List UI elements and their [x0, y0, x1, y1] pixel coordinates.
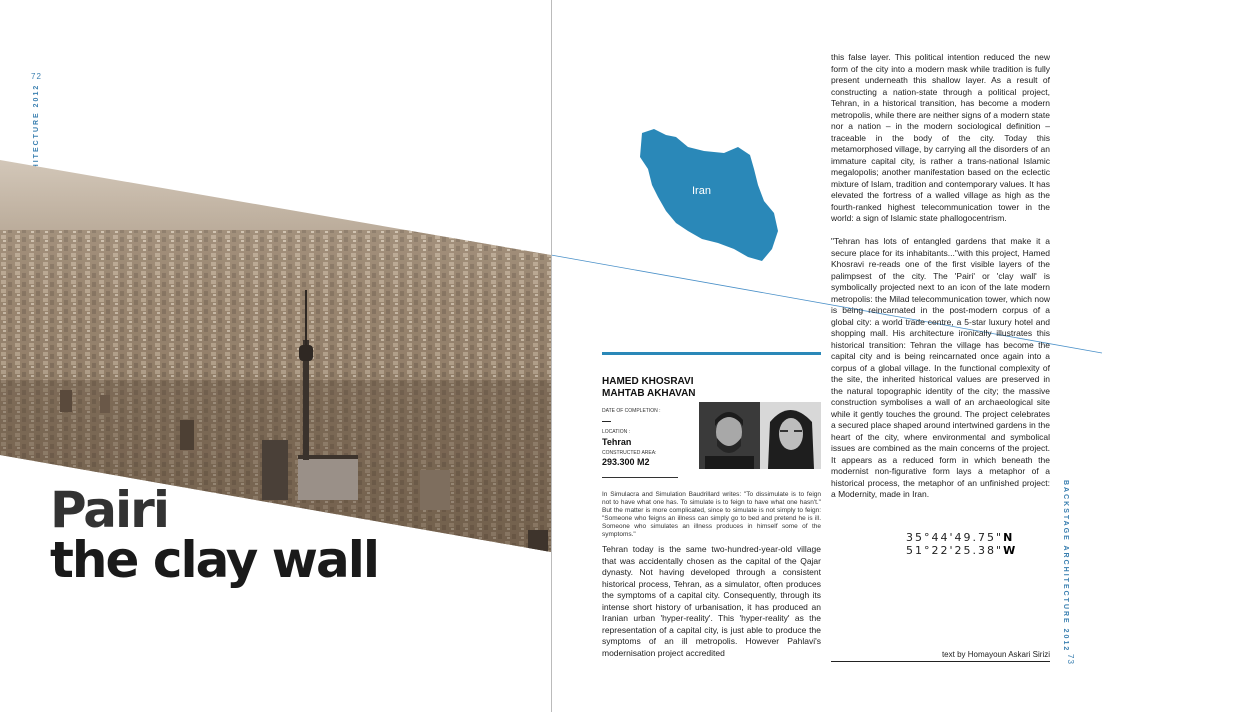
- info-divider: [602, 477, 678, 478]
- date-value: —: [602, 416, 611, 426]
- project-info-rule: [602, 352, 821, 355]
- body-paragraph-1: this false layer. This political intention reduced the new form of the city into a modern mask while tradition is fully present underneath this shallow layer. As a result of constructing a nation-state through a political project, Tehran, in a historical transition, has become a modern metropolis, while there are neither signs of a modern state nor a nation – in the modern sociological definition – traceable in the body of the city. Today this metamorphosed village, by carrying all the disorders of an immature capital city, is rather a trans-national Islamic megalopolis; another manifestation based on the eclectic mixture of Islam, tradition and contemporary values. It has elevated the fortress of a walled village as high as the fourth-ranked highest telecommunication tower in the world: a sign of Islamic state phallogocentrism.: [831, 52, 1050, 223]
- intro-paragraph: In Simulacra and Simulation Baudrillard writes: "To dissimulate is to feign not to have what one has. To simulate is to feign to have what one hasn't." But the matter is more complicated, since to simulate is not simply to feign: "Someone who feigns an illness can simply go to bed and pretend he is ill. Someone who simulates an illness produces in himself some of the symptoms.": [602, 491, 821, 538]
- latitude-direction: N: [1003, 531, 1015, 544]
- page-number-left: 72: [31, 72, 42, 81]
- body-text-right-column: [831, 52, 1050, 512]
- portrait-architect-2: [760, 402, 821, 469]
- architect-name-2: MAHTAB AKHAVAN: [602, 388, 696, 399]
- credit-rule: [831, 661, 1050, 662]
- date-label: DATE OF COMPLETION :: [602, 408, 661, 414]
- architect-name-1: HAMED KHOSRAVI: [602, 376, 694, 387]
- area-label: CONSTRUCTED AREA:: [602, 450, 657, 456]
- portrait-architect-1: [699, 402, 760, 469]
- coordinates: [906, 531, 1017, 557]
- location-label: LOCATION :: [602, 429, 630, 435]
- author-credit: text by Homayoun Askari Sirizi: [941, 650, 1050, 659]
- page-fold: [551, 0, 552, 712]
- page-number-right: 73: [1065, 654, 1075, 665]
- iran-map: [636, 125, 786, 270]
- longitude: 51°22'25.38": [906, 544, 1004, 557]
- magazine-name-right: BACKSTAGE ARCHITECTURE 2012: [1062, 480, 1069, 653]
- map-label: Iran: [692, 185, 711, 197]
- latitude: 35°44'49.75": [906, 531, 1004, 544]
- area-value: 293.300 M2: [602, 457, 650, 467]
- longitude-direction: W: [1003, 544, 1018, 557]
- title-line-1: Pairi: [50, 481, 168, 539]
- location-value: Tehran: [602, 437, 632, 447]
- title-line-2: the clay wall: [50, 531, 379, 589]
- body-paragraph-2: "Tehran has lots of entangled gardens that make it a secure place for its inhabitants..."with this project, Hamed Khosravi re-reads one of the first visible layers of the palimpsest of the city. The 'Pairi' or 'clay wall' is symbolically projected next to an icon of the late modern metropolis: the Milad telecommunication tower, which now is being reincarnated in the post-modern corpus of a global city: a world trade centre, a 5-star luxury hotel and shopping mall. His architecture ironically illustrates this historical transition: Tehran the village has become the capital city and is being reincarnated once again into a corpus of a global village. In the functional complexity of the site, the inherited historical values are preserved in the natural topographic identity of the city; the massive construction symbolises a wall of an archaeological site while it gently touches the ground. The project celebrates a secured place shaped around intertwined gardens in the heart of the city, where environmental and symbolical issues are combined as the main concerns of the project. It appears as a reduced form in which beneath the modernist non-figurative form lays a metaphor of a historical process, the metaphor of an unfinished project: a Modernity, made in Iran.: [831, 236, 1050, 499]
- architect-names: [602, 376, 696, 400]
- body-text-left-column: Tehran today is the same two-hundred-year-old village that was accidentally chosen as the capital of the Qajar dynasty. Not having developed through a consistent historical process, Tehran, as a simulator, often produces the symptoms of a capital city. Consequently, through its intense short history of urbanisation, it has produced an Iranian urban 'hyper-reality'. This 'hyper-reality' as the representation of a capital city, is just able to produce the symptoms of an ill metropolis. However Pahlavi's modernisation project accredited: [602, 544, 821, 658]
